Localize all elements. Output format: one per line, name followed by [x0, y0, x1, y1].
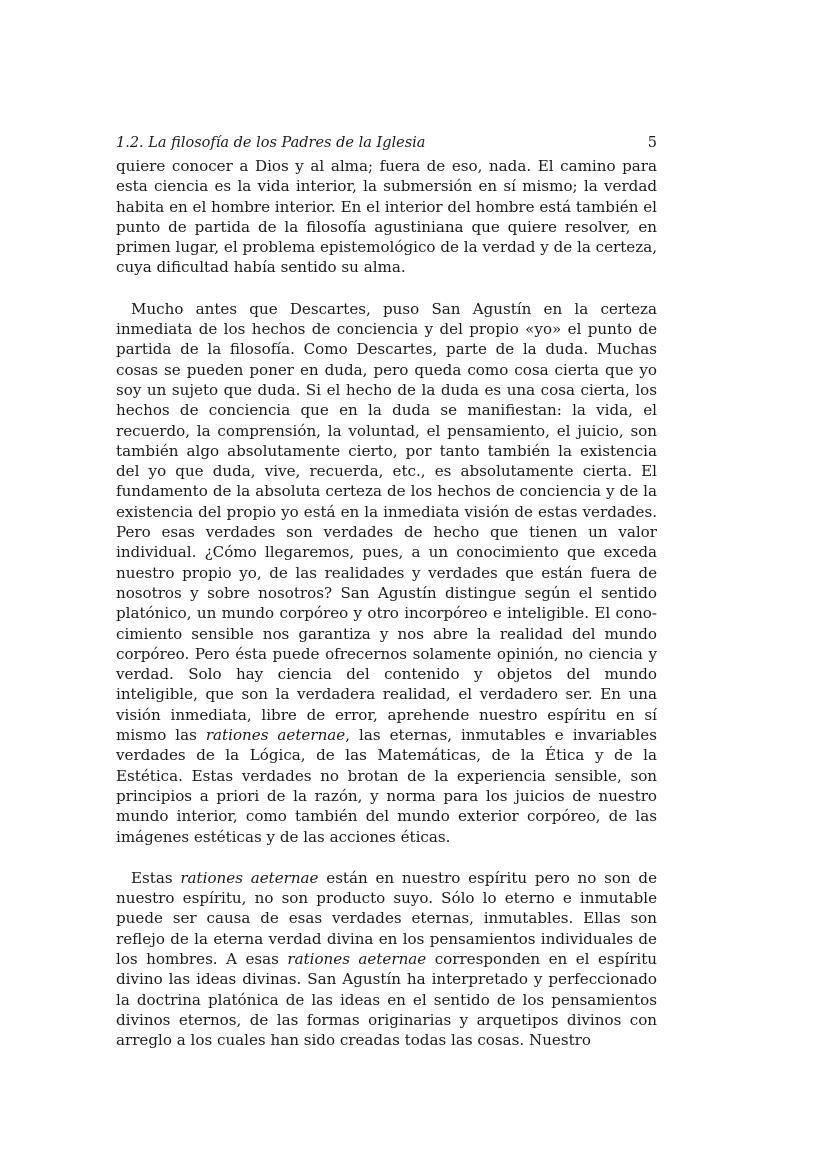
text-segment: corresponden en el espíritu divino las ideas divinas. San Agustín ha interpretado y perfeccionado la doctrina platónica de las ideas en el sentido de los pensamientos divinos eternos, de las formas originarias y arquetipos divinos con arreglo a los cuales han sido creadas todas las cosas. Nuestro: [116, 949, 657, 1050]
paragraph-continuation: [116, 156, 657, 278]
text-segment: Estas: [131, 868, 181, 887]
latin-term: rationes aeternae: [205, 726, 346, 745]
text-segment: están en nuestro espíritu pero no son de nuestro espíritu, no son producto suyo. Sólo lo eterno e inmutable puede ser causa de esas verdades eternas, inmutables. Ellas son reflejo de la eterna verdad divina en los pensamientos individuales de los hombres. A esas: [116, 868, 658, 968]
text-segment: quiere conocer a Dios y al alma; fuera de eso, nada. El camino para esta ciencia es la vida interior, la submersión en sí mismo; la verdad habita en el hombre interior. En el interior del hombre está también el punto de partida de la filosofía agustiniana que quiere resolver, en primen lugar, el problema epistemológico de la verdad y de la certeza, cuya dificultad había sentido su alma.: [116, 157, 657, 277]
body-text: [116, 156, 657, 1050]
document-page: [116, 132, 657, 1050]
running-header: [116, 132, 657, 156]
section-title: 1.2. La filosofía de los Padres de la Iglesia: [116, 135, 426, 151]
page-number: 5: [647, 135, 657, 151]
latin-term: rationes aeternae: [287, 949, 427, 968]
text-segment: Mucho antes que Descartes, puso San Agustín en la certeza inmediata de los hechos de conciencia y del propio «yo» el punto de partida de la filosofía. Como Descartes, parte de la duda. Muchas cosas se pueden poner en duda, pero queda como cosa cierta que yo soy un sujeto que duda. Si el hecho de la duda es una cosa cierta, los hechos de conciencia que en la duda se manifiestan: la vida, el recuerdo, la comprensión, la voluntad, el pensamiento, el juicio, son también algo absolutamente cierto, por tanto también la existencia del yo que duda, vive, recuerda, etc., es absolutamente cierta. El fundamento de la absoluta certeza de los hechos de conciencia y de la existencia del propio yo está en la inmediata visión de estas verdades. Pero esas verdades son verdades de hecho que tienen un valor individual. ¿Cómo llegaremos, pues, a un conocimiento que exceda nuestro propio yo, de las realidades y verdades que están fuera de nosotros y sobre nosotros? San Agustín distingue según el sentido platónico, un mundo corpóreo y otro incorpóreo e inteligible. El conocimiento sensible nos garantiza y nos abre la realidad del mundo corpóreo. Pero ésta puede ofrecernos solamente opinión, no ciencia y verdad. Solo hay ciencia del contenido y objetos del mundo inteligible, que son la verdadera realidad, el verdadero ser. En una visión inmediata, libre de error, aprehende nuestro espíritu en sí mismo las: [116, 299, 657, 745]
paragraph-rationes-aeternae: [116, 868, 657, 1051]
paragraph-descartes: [116, 299, 657, 847]
latin-term: rationes aeternae: [180, 868, 319, 887]
text-segment: , las eternas, inmutables e invariables verdades de la Lógica, de las Matemáticas, de la Ética y de la Estética. Estas verdades no brotan de la experiencia sensible, son principios a priori de la razón, y norma para los juicios de nuestro mundo interior, como también del mundo exterior corpóreo, de las imágenes estéticas y de las acciones éticas.: [116, 726, 657, 846]
